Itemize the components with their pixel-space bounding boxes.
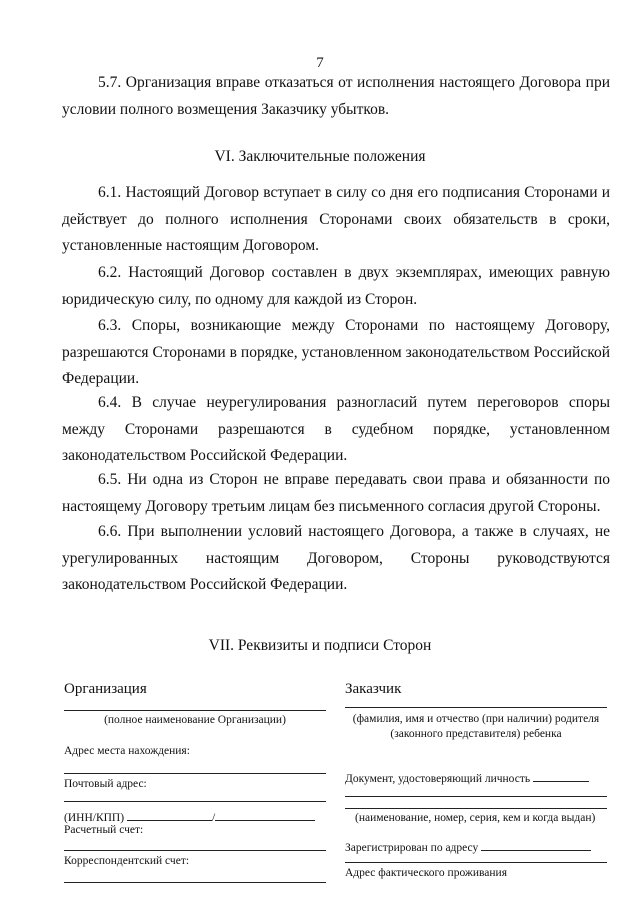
organization-postal-line [64,801,326,802]
customer-registered-inline-line [481,839,591,851]
organization-address-line [64,773,326,774]
kpp-line [215,809,315,821]
clause-6-5: 6.5. Ни одна из Сторон не вправе передавать свои права и обязанности по настоящему Договору третьим лицам без письменного согласия другой Стороны. [62,471,610,515]
organization-corr-account-line [64,882,326,883]
organization-title: Организация [64,681,147,697]
page-number: 7 [316,55,324,71]
customer-name-caption: (фамилия, имя и отчество (при наличии) родителя (законного представителя) ребенка [352,713,600,740]
customer-title: Заказчик [345,681,402,697]
organization-name-caption: (полное наименование Организации) [104,714,286,726]
customer-document-row [345,770,607,787]
customer-name-line [345,707,607,708]
organization-name-line [64,710,326,711]
inn-line [127,809,212,821]
clause-6-1: 6.1. Настоящий Договор вступает в силу со дня его подписания Сторонами и действует до полного исполнения Сторонами своих обязательств в сроки, установленные настоящим Договором. [62,184,610,254]
customer-actual-address-label: Адрес фактического проживания [345,867,507,879]
section-7-title: VII. Реквизиты и подписи Сторон [208,637,432,654]
organization-account-line [64,850,326,851]
clause-6-6: 6.6. При выполнении условий настоящего Договора, а также в случаях, не урегулированных настоящим Договором, Стороны руководствуются законодательством Российской Федерации. [62,523,610,593]
customer-document-line-1 [345,796,607,797]
clause-6-2: 6.2. Настоящий Договор составлен в двух экземплярах, имеющих равную юридическую силу, по одному для каждой из Сторон. [62,264,610,308]
section-6-title: VI. Заключительные положения [214,148,426,165]
customer-registered-line [345,862,607,863]
customer-document-inline-line [533,770,589,782]
clause-6-3: 6.3. Споры, возникающие между Сторонами по настоящему Договору, разрешаются Сторонами в порядке, установленном законодательством Российской Федерации. [62,317,610,387]
organization-postal-label: Почтовый адрес: [64,778,147,790]
organization-address-label: Адрес места нахождения: [64,745,190,757]
organization-account-label: Расчетный счет: [64,824,144,836]
customer-document-label: Документ, удостоверяющий личность [345,773,531,785]
clause-6-4: 6.4. В случае неурегулирования разногласий путем переговоров споры между Сторонами разрешаются в судебном порядке, установленном законодательством Российской Федерации. [62,394,610,464]
customer-document-caption: (наименование, номер, серия, кем и когда выдан) [355,812,596,824]
customer-registered-row [345,839,591,856]
customer-registered-label: Зарегистрирован по адресу [345,842,479,854]
clause-5-7: 5.7. Организация вправе отказаться от исполнения настоящего Договора при условии полного возмещения Заказчику убытков. [62,74,610,118]
inn-label: (ИНН/КПП) [64,812,125,824]
inn-separator: / [211,812,216,824]
organization-corr-account-label: Корреспондентский счет: [64,855,190,867]
customer-document-line-2 [345,808,607,809]
